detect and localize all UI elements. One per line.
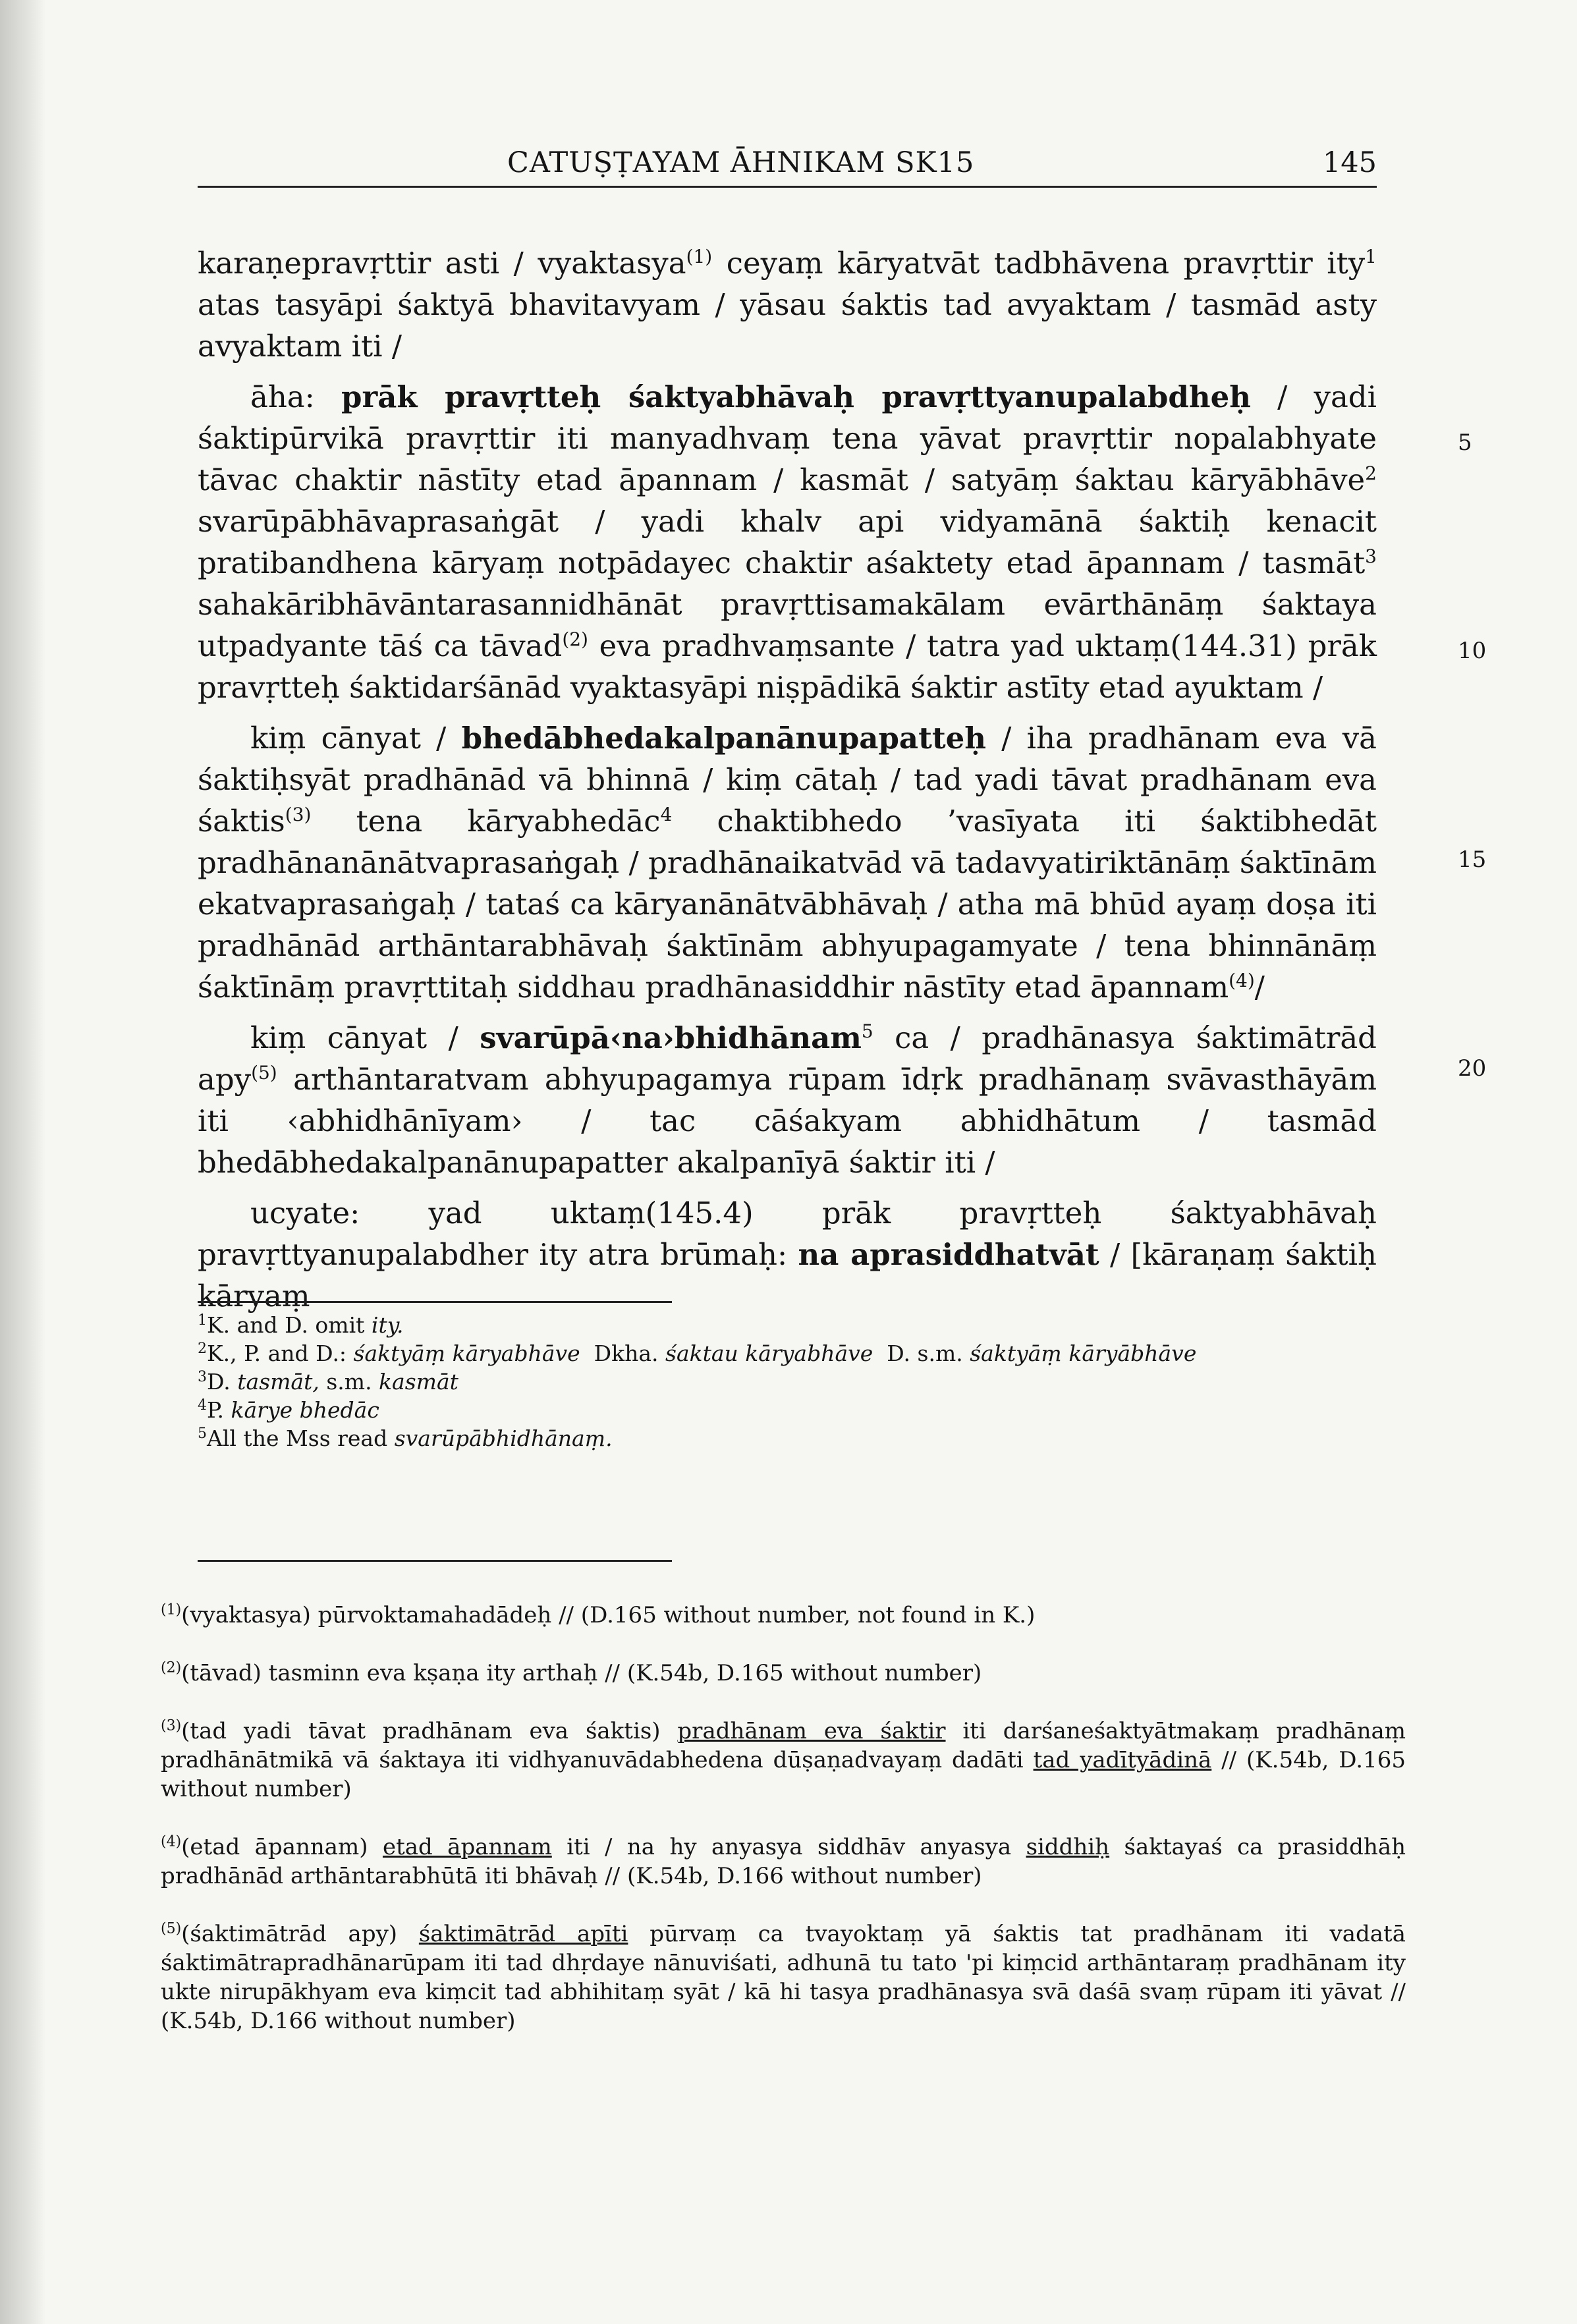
commentary-notes [161,1601,1406,2064]
note-marker: (2) [562,628,588,650]
text-run: kiṃ cānyat / [250,1020,480,1055]
text-run: āha: [250,379,342,414]
note-2: $^{(2)}$(tāvad) tasminn eva kṣaṇa ity arthaḥ // (K.54b, D.165 without number) [161,1659,982,1686]
text-run: kiṃ cānyat / [250,721,462,756]
lemma-bold: na aprasiddhatvāt [798,1237,1099,1272]
text-run: sahakāribhāvāntarasannidhānāt pravṛttisamakālam evārthānāṃ śaktaya utpadyante tāś ca tāvad [198,587,1377,663]
text-run: atas tasyāpi śaktyā bhavitavyam / yāsau śaktis tad avyaktam / tasmād asty avyaktam iti / [198,287,1377,364]
critical-apparatus [198,1311,1377,1452]
note-3: $^{(3)}$(tad yadi tāvat pradhānam eva śaktis) pradhānam eva śaktir iti darśaneśaktyātmakaṃ pradhānaṃ pradhānātmikā vā śaktaya iti vidhyanuvādabhedena dūṣaṇadvayaṃ dadāti tad yadītyādinā // (K.54b, D.165 without number) [161,1717,1406,1802]
text-run: ca / pradhānasya śaktimātrād apy [198,1020,1377,1097]
page-number: 145 [1322,146,1377,179]
paragraph-1 [198,242,1377,367]
running-title: CATUṢṬAYAM ĀHNIKAM SK15 [507,146,975,179]
text-run: / [kāraṇaṃ śaktiḥ kāryaṃ [198,1237,1377,1314]
text-run: svarūpābhāvaprasaṅgāt / yadi khalv api vidyamānā śaktiḥ kenacit pratibandhena kāryaṃ notpādayec chaktir aśaktety etad āpannam / tasmāt [198,504,1377,580]
note-5: $^{(5)}$(śaktimātrād apy) śaktimātrād apīti pūrvaṃ ca tvayoktaṃ yā śaktis tat pradhānam iti vadatā śaktimātrapradhānarūpam iti tad dhṛdaye nānuviśati, adhunā tu tato 'pi kiṃcid arthāntaraṃ pradhānam ity ukte nirupākhyam eva kiṃcit tad abhihitaṃ syāt / kā hi tasya pradhānasya svā daśā svaṃ rūpam iti yāvat // (K.54b, D.166 without number) [161,1920,1406,2034]
line-number-10: 10 [1458,638,1487,664]
running-head [198,146,1377,188]
apparatus-marker: 1 [1365,246,1377,267]
text-run: eva pradhvaṃsante / tatra yad uktaṃ(144.31) prāk pravṛtteḥ śaktidarśānād vyaktasyāpi niṣpādikā śaktir astīty etad ayuktam / [198,628,1377,705]
note-4: $^{(4)}$(etad āpannam) etad āpannam iti / na hy anyasya siddhāv anyasya siddhiḥ śaktayaś ca prasiddhāḥ pradhānād arthāntarabhūtā iti bhāvaḥ // (K.54b, D.166 without number) [161,1833,1406,1889]
paragraph-3 [198,717,1377,1008]
apparatus-marker: 5 [861,1020,873,1042]
lemma-bold: prāk pravṛtteḥ śaktyabhāvaḥ pravṛttyanupalabdheḥ [341,379,1251,414]
text-run: arthāntaratvam abhyupagamya rūpam īdṛk pradhānaṃ svāvasthāyām iti ‹abhidhānīyam› / tac cāśakyam abhidhātum / tasmād bhedābhedakalpanānupapatter akalpanīyā śaktir iti / [198,1062,1377,1180]
text-run: chaktibhedo ’vasīyata iti śaktibhedāt pradhānanānātvaprasaṅgaḥ / pradhānaikatvād vā tadavyatiriktānāṃ śaktīnām ekatvaprasaṅgaḥ / tataś ca kāryanānātvābhāvaḥ / atha mā bhūd ayaṃ doṣa iti pradhānād arthāntarabhāvaḥ śaktīnām abhyupagamyate / tena bhinnānāṃ śaktīnāṃ pravṛttitaḥ siddhau pradhānasiddhir nāstīty etad āpannam [198,804,1377,1005]
paragraph-5 [198,1192,1377,1317]
apparatus-entry-5: $^5$All the Mss read svarūpābhidhānaṃ. [198,1425,613,1451]
note-marker: (5) [251,1062,277,1084]
apparatus-entry-4: $^4$P. kārye bhedāc [198,1397,379,1423]
apparatus-marker: 2 [1365,462,1377,484]
line-number-20: 20 [1458,1055,1487,1082]
text-run: / yadi śaktipūrvikā pravṛttir iti manyadhvaṃ tena yāvat pravṛttir nopalabhyate tāvac chaktir nāstīty etad āpannam / kasmāt / satyāṃ śaktau kāryābhāve [198,379,1377,497]
note-marker: (4) [1229,970,1255,991]
apparatus-entry-2: $^2$K., P. and D.: śaktyāṃ kāryabhāve Dkha. śaktau kāryabhāve D. s.m. śaktyāṃ kāryābhāve [198,1341,1197,1366]
lemma-bold: svarūpā‹na›bhidhānam [480,1020,862,1055]
paragraph-2 [198,376,1377,708]
apparatus-entry-1: $^1$K. and D. omit ity. [198,1312,404,1338]
text-run: ceyaṃ kāryatvāt tadbhāvena pravṛttir ity [712,246,1366,281]
paragraph-4 [198,1017,1377,1183]
text-run: / iha pradhānam eva vā śaktiḥsyāt pradhānād vā bhinnā / kiṃ cātaḥ / tad yadi tāvat pradhānam eva śaktis [198,721,1377,839]
lemma-bold: bhedābhedakalpanānupapatteḥ [461,721,986,756]
text-run: karaṇepravṛttir asti / vyaktasya [198,246,686,281]
note-marker: (3) [285,804,312,825]
line-number-5: 5 [1458,429,1472,456]
apparatus-marker: 4 [660,804,673,825]
note-1: $^{(1)}$(vyaktasya) pūrvoktamahadādeḥ // (D.165 without number, not found in K.) [161,1601,1036,1628]
text-run: tena kāryabhedāc [311,804,661,839]
text-run: ucyate: yad uktaṃ(145.4) prāk pravṛtteḥ śaktyabhāvaḥ pravṛttyanupalabdher ity atra brūmaḥ: [198,1196,1377,1272]
notes-rule [198,1560,672,1562]
text-run: / [1254,970,1265,1005]
main-text [198,242,1377,1326]
apparatus-marker: 3 [1365,545,1377,567]
apparatus-entry-3: $^3$D. tasmāt, s.m. kasmāt [198,1369,458,1395]
line-number-15: 15 [1458,846,1487,873]
apparatus-rule [198,1301,672,1303]
note-marker: (1) [686,246,713,267]
